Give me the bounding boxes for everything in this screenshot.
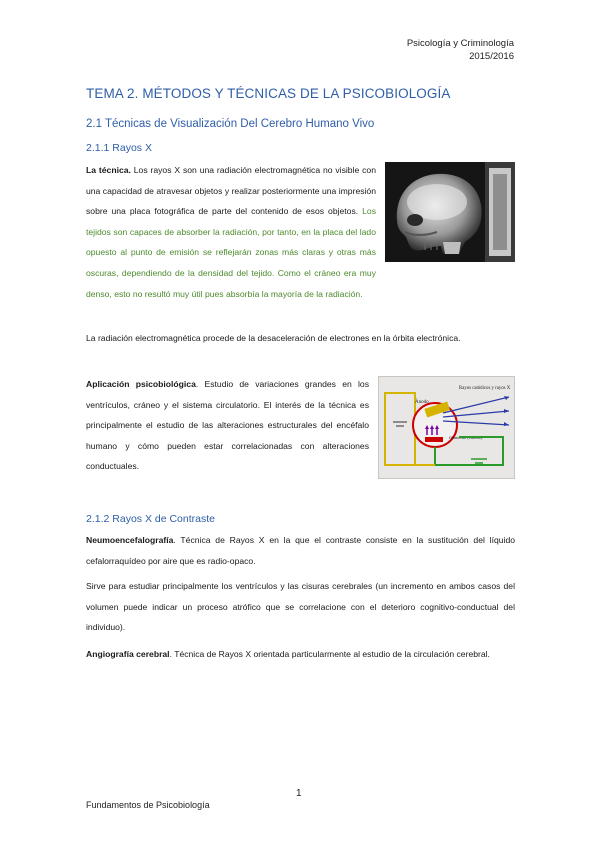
angio-text: . Técnica de Rayos X orientada particularmente al estudio de la circulación cerebral.	[169, 649, 490, 659]
neumo-paragraph	[86, 530, 515, 571]
angio-lead: Angiografía cerebral	[86, 649, 170, 659]
skull-xray-image	[385, 162, 515, 262]
aplicacion-lead: Aplicación psicobiológica	[86, 379, 196, 389]
academic-year: 2015/2016	[469, 51, 514, 62]
section-2-1-heading: 2.1 Técnicas de Visualización Del Cerebro Humano Vivo	[86, 118, 375, 130]
neumo-text: . Técnica de Rayos X en la que el contraste consiste en la sustitución del líquido cefalorraquídeo por aire que es radio-opaco.	[86, 535, 515, 566]
course-name: Psicología y Criminología	[406, 38, 514, 49]
radiacion-paragraph: La radiación electromagnética procede de la desaceleración de electrones en la órbita electrónica.	[86, 333, 461, 343]
anode-label: Ánodo	[415, 400, 429, 405]
aplicacion-text: . Estudio de variaciones grandes en los ventrículos, cráneo y el sistema circulatorio. El interés de la técnica es principalmente el estudio de las alteraciones estructurales del encéfalo humano y cómo pueden estar correlacionadas con alteraciones conductuales.	[86, 379, 369, 472]
section-2-1-2-heading: 2.1.2 Rayos X de Contraste	[86, 513, 215, 525]
tecnica-text: Los rayos X son una radiación electromagnética no visible con una capacidad de atravesar objetos y realizar posteriormente una impresión sobre una placa fotográfica de parte del contenido de esos objetos.	[86, 165, 376, 217]
aplicacion-paragraph	[86, 374, 369, 477]
section-2-1-1-heading: 2.1.1 Rayos X	[86, 142, 152, 154]
rays-label: Rayos catódicos y rayos X	[459, 386, 511, 391]
xray-tube-diagram	[378, 376, 515, 479]
page-number: 1	[296, 788, 302, 799]
angio-paragraph	[86, 644, 515, 665]
tecnica-lead: La técnica.	[86, 165, 131, 175]
topic-title: TEMA 2. MÉTODOS Y TÉCNICAS DE LA PSICOBIOLOGÍA	[86, 86, 451, 101]
page-footer: Fundamentos de Psicobiología	[86, 800, 210, 810]
filament-label: filamento (cátodo)	[449, 435, 483, 440]
neumo-lead: Neumoencefalografía	[86, 535, 174, 545]
page-header	[407, 37, 514, 63]
tecnica-green-text: Los tejidos son capaces de absorber la radiación, por tanto, en la placa del lado opuesto al punto de emisión se reflejarán zonas más claras y otras más oscuras, dependiendo de la densidad del tejido. Como el cráneo era muy denso, esto no resultó muy útil pues absorbía la mayoría de la radiación.	[86, 206, 376, 299]
tecnica-paragraph	[86, 160, 376, 304]
ventriculos-paragraph: Sirve para estudiar principalmente los ventrículos y las cisuras cerebrales (un incremento en ambos casos del volumen puede indicar un proceso atrófico que se correlacione con el deterioro cognitivo-conductual del individuo).	[86, 581, 515, 633]
